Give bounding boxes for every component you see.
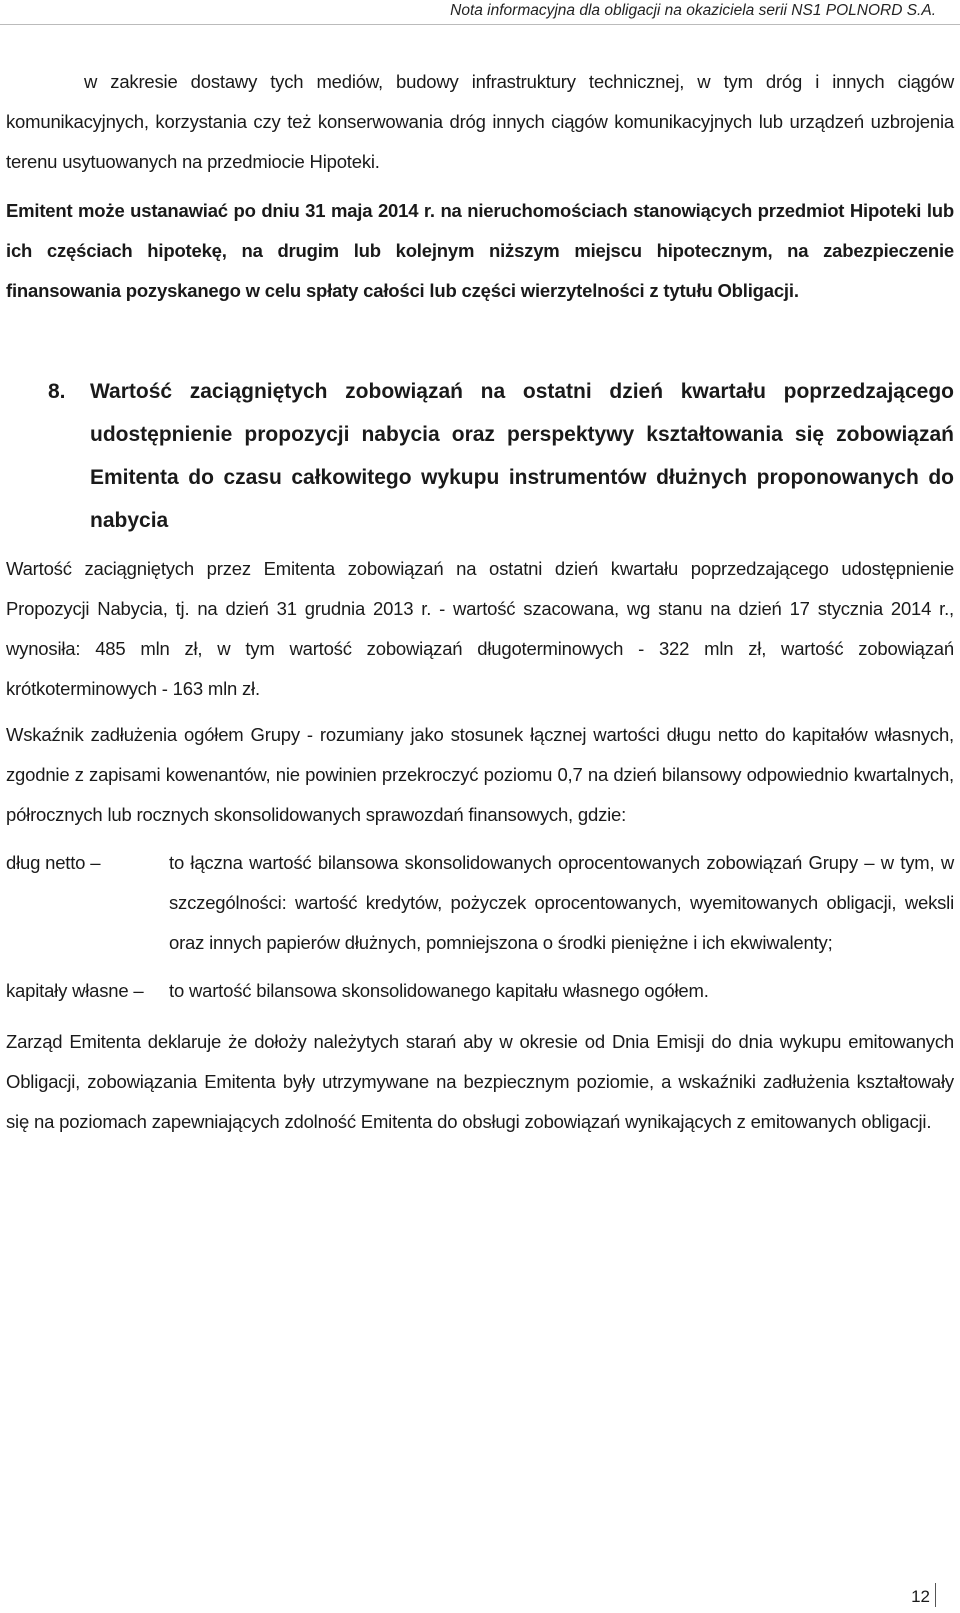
definition-term: dług netto – xyxy=(6,852,101,873)
paragraph-liabilities-value: Wartość zaciągniętych przez Emitenta zobowiązań na ostatni dzień kwartału poprzedzającego udostępnienie Propozycji Nabycia, tj. na dzień 31 grudnia 2013 r. - wartość szacowana, wg stanu na dzień 17 stycznia 2014 r., wynosiła: 485 mln zł, w tym wartość zobowiązań długoterminowych - 322 mln zł, wartość zobowiązań krótkoterminowych - 163 mln zł. xyxy=(6,558,954,699)
paragraph-further-mortgage: Emitent może ustanawiać po dniu 31 maja 2014 r. na nieruchomościach stanowiących przedmiot Hipoteki lub ich częściach hipotekę, na drugim lub kolejnym niższym miejscu hipotecznym, na zabezpieczenie finansowania pozyskanego w celu spłaty całości lub części wierzytelności z tytułu Obligacji. xyxy=(6,200,954,301)
paragraph-board-declaration: Zarząd Emitenta deklaruje że dołoży należytych starań aby w okresie od Dnia Emisji do dnia wykupu emitowanych Obligacji, zobowiązania Emitenta były utrzymywane na bezpiecznym poziomie, a wskaźniki zadłużenia kształtowały się na poziomach zapewniających zdolność Emitenta do obsługi zobowiązań wynikających z emitowanych obligacji. xyxy=(6,1031,954,1132)
definition-term: kapitały własne – xyxy=(6,980,144,1001)
section-number: 8. xyxy=(48,380,66,403)
page-number: 12 xyxy=(911,1587,930,1606)
section-title: Wartość zaciągniętych zobowiązań na ostatni dzień kwartału poprzedzającego udostępnienie propozycji nabycia oraz perspektywy kształtowania się zobowiązań Emitenta do czasu całkowitego wykupu instrumentów dłużnych proponowanych do nabycia xyxy=(90,380,954,532)
header-divider xyxy=(0,24,960,25)
page-number-divider xyxy=(935,1583,936,1607)
section-heading xyxy=(48,370,954,542)
running-header: Nota informacyjna dla obligacji na okaziciela serii NS1 POLNORD S.A. xyxy=(450,2,936,19)
paragraph-debt-ratio: Wskaźnik zadłużenia ogółem Grupy - rozumiany jako stosunek łącznej wartości długu netto do kapitałów własnych, zgodnie z zapisami kowenantów, nie powinien przekroczyć poziomu 0,7 na dzień bilansowy odpowiednio kwartalnych, półrocznych lub rocznych skonsolidowanych sprawozdań finansowych, gdzie: xyxy=(6,724,954,825)
definition-description: to łączna wartość bilansowa skonsolidowanych oprocentowanych zobowiązań Grupy – w tym, w szczególności: wartość kredytów, pożyczek oprocentowanych, wyemitowanych obligacji, weksli oraz innych papierów dłużnych, pomniejszona o środki pieniężne i ich ekwiwalenty; xyxy=(169,852,954,953)
paragraph-mortgage-scope: w zakresie dostawy tych mediów, budowy infrastruktury technicznej, w tym dróg i innych ciągów komunikacyjnych, korzystania czy też konserwowania dróg innych ciągów komunikacyjnych lub urządzeń uzbrojenia terenu usytuowanych na przedmiocie Hipoteki. xyxy=(6,71,954,172)
definition-description: to wartość bilansowa skonsolidowanego kapitału własnego ogółem. xyxy=(169,980,709,1001)
